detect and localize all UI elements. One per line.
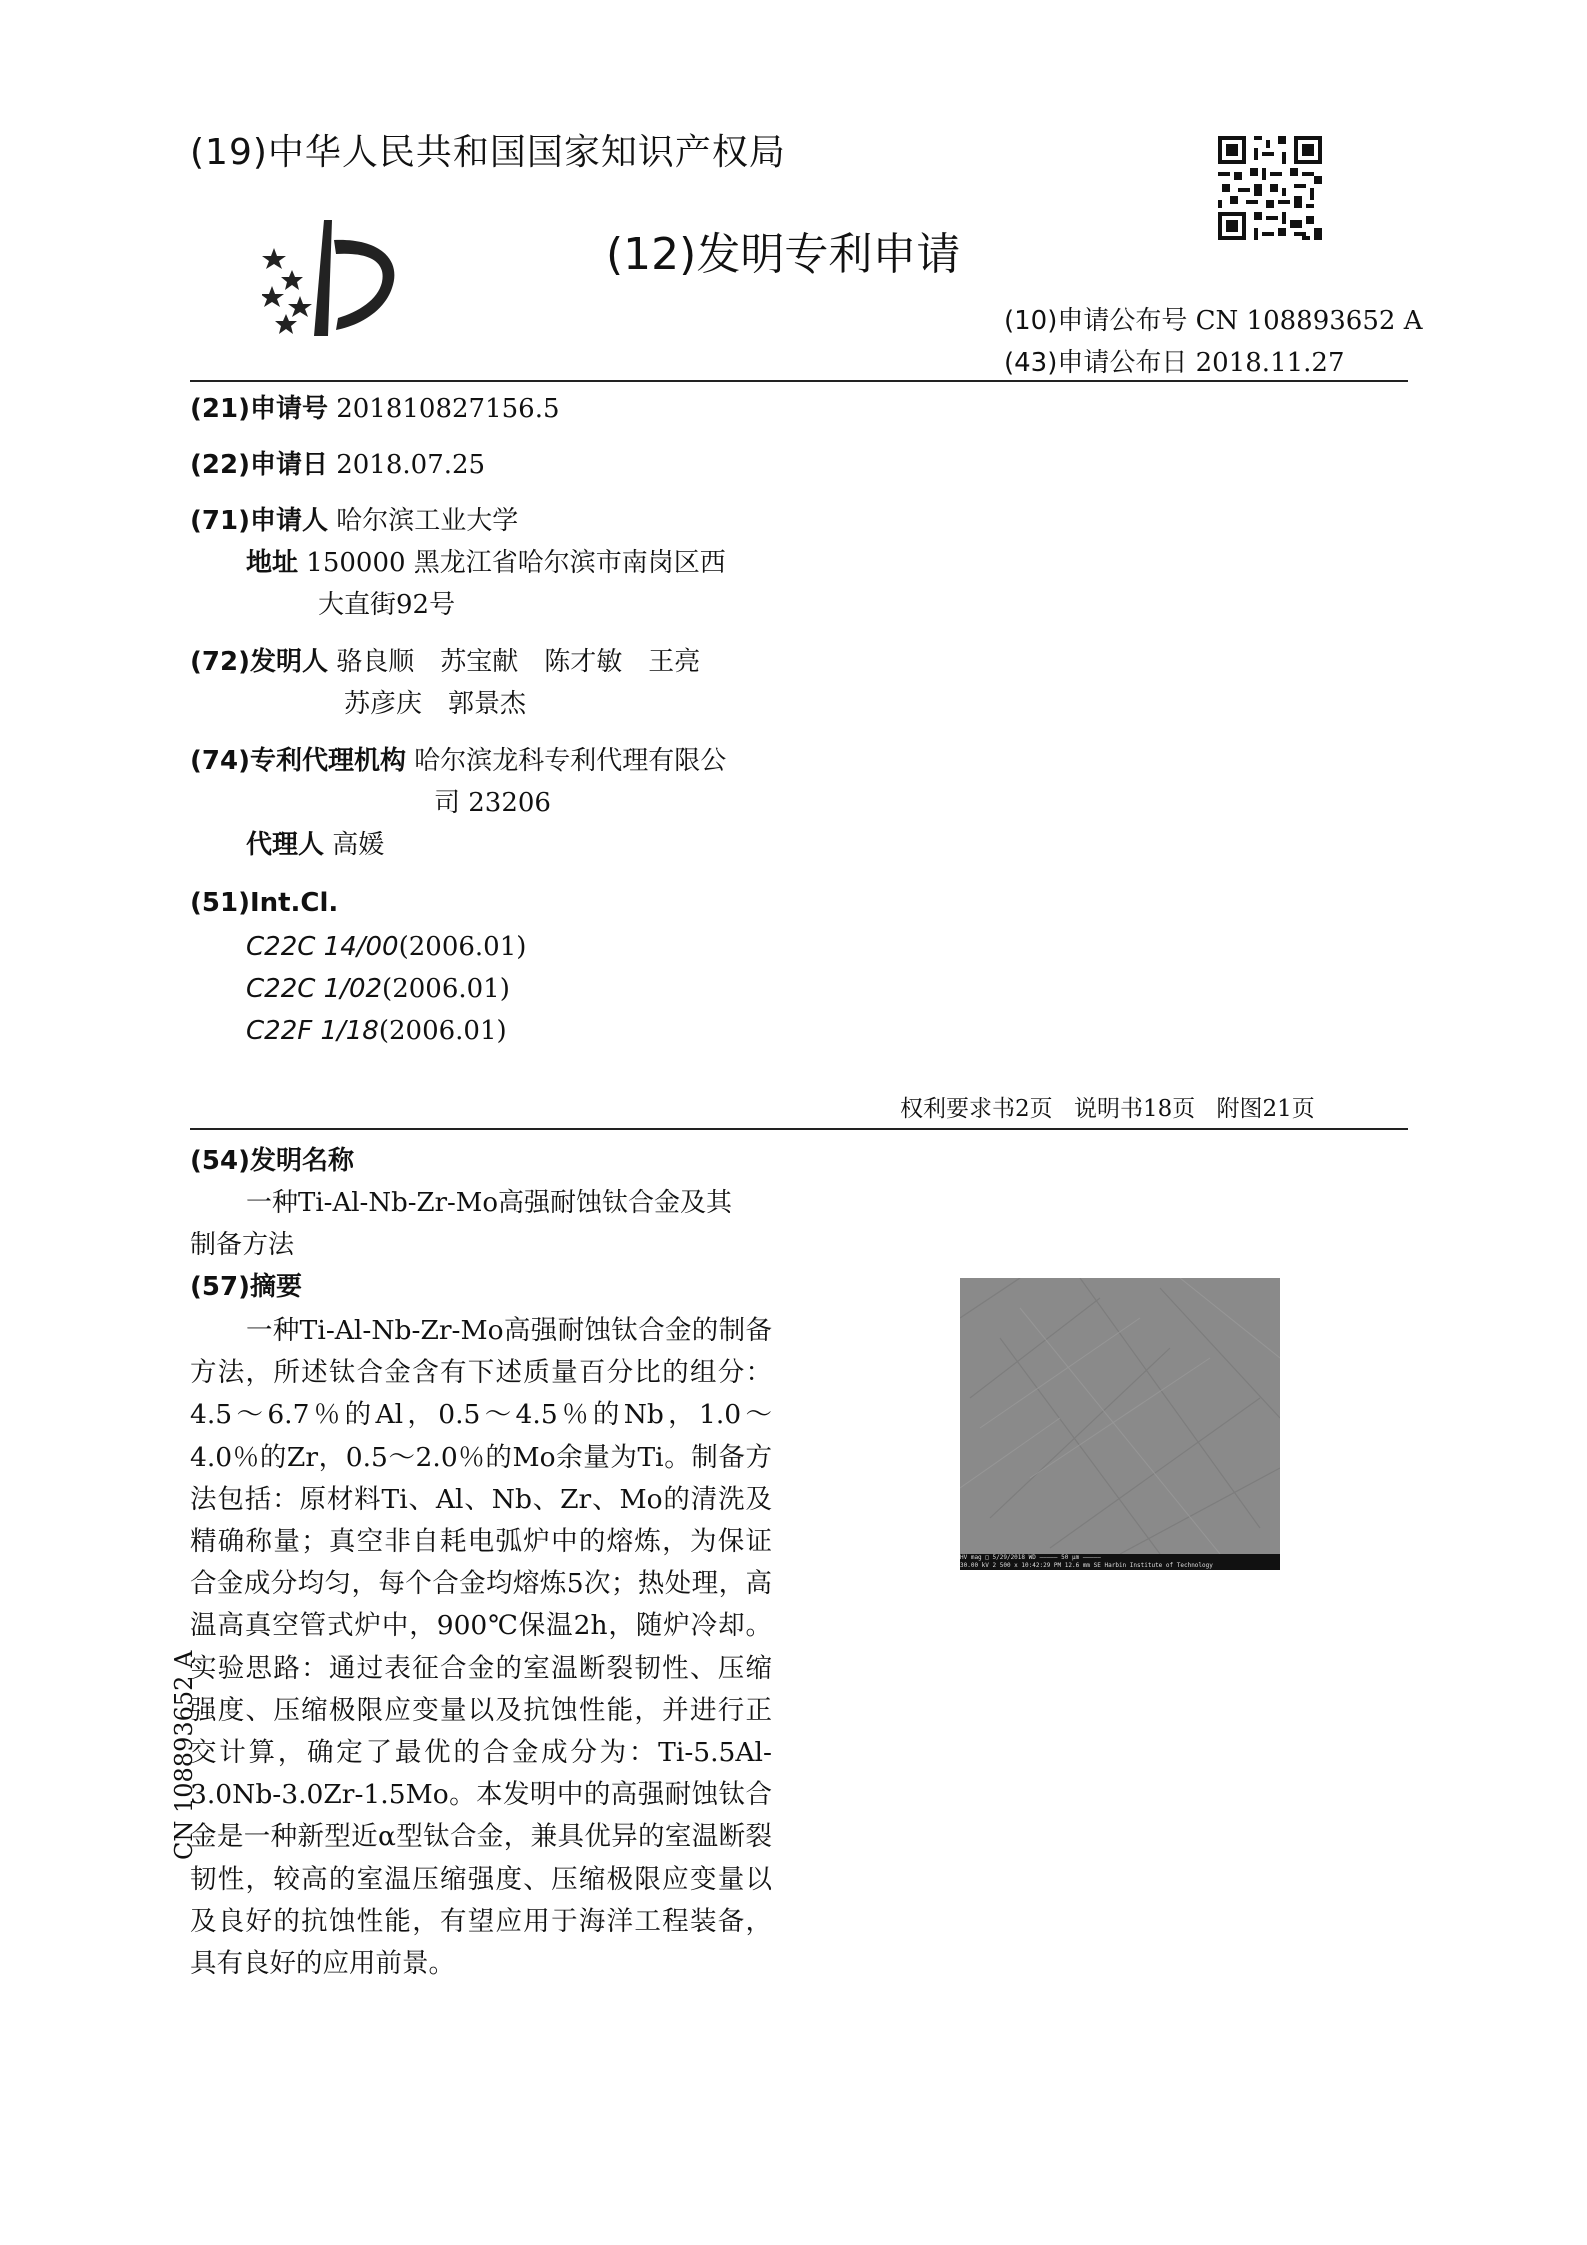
agency-line-1: 哈尔滨龙科专利代理有限公 <box>414 746 727 776</box>
address-row <box>246 542 726 584</box>
ipc-code: C22C 1/02 <box>246 974 383 1004</box>
publication-date: 2018.11.27 <box>1195 348 1345 378</box>
publication-date-row <box>1004 342 1345 379</box>
ipc-version: (2006.01) <box>398 932 527 962</box>
sem-caption-bottom: 30.00 kV 2 500 x 10:42:29 PM 12.6 mm SE Harbin Institute of Technology <box>960 1562 1213 1569</box>
ipc-classification <box>246 1016 507 1046</box>
abstract-label: (57)摘要 <box>190 1272 302 1302</box>
sem-info-bar <box>960 1554 1280 1570</box>
applicant-row <box>190 500 518 542</box>
applicant: 哈尔滨工业大学 <box>336 506 519 536</box>
agency-label: (74)专利代理机构 <box>190 746 406 776</box>
cnipa-logo-icon <box>262 218 412 338</box>
application-date-row <box>190 444 485 486</box>
ipc-code: C22C 14/00 <box>246 932 399 962</box>
sem-caption-top: HV mag □ 5/29/2018 WD ————— 50 μm ————— <box>960 1554 1101 1561</box>
address-line-2: 大直街92号 <box>318 590 456 620</box>
side-publication-code: CN 108893652 A <box>170 1650 198 1860</box>
ipc-version: (2006.01) <box>378 1016 507 1046</box>
int-cl-label: (51)Int.Cl. <box>190 888 339 918</box>
publication-number-label: (10)申请公布号 <box>1004 306 1188 336</box>
publication-date-label: (43)申请公布日 <box>1004 348 1188 378</box>
ipc-classification <box>246 932 526 962</box>
inventors-label: (72)发明人 <box>190 647 328 677</box>
application-date: 2018.07.25 <box>336 450 486 480</box>
document-type: (12)发明专利申请 <box>606 229 961 280</box>
invention-title-line-1: 一种Ti-Al-Nb-Zr-Mo高强耐蚀钛合金及其 <box>246 1188 733 1218</box>
invention-title-line-2: 制备方法 <box>190 1230 295 1260</box>
qr-code-icon <box>1218 136 1322 240</box>
office-name: (19)中华人民共和国国家知识产权局 <box>190 132 786 173</box>
publication-number-row <box>1004 300 1422 337</box>
agent-label: 代理人 <box>246 830 325 860</box>
agency-line-2: 司 23206 <box>434 788 551 818</box>
agent-row <box>246 824 384 866</box>
ipc-classification <box>246 974 510 1004</box>
agent: 高媛 <box>332 830 385 860</box>
agency-row <box>190 740 726 782</box>
microstructure-texture <box>960 1278 1280 1554</box>
header-divider <box>190 380 1408 382</box>
sem-micrograph-image <box>960 1278 1280 1570</box>
invention-title-label: (54)发明名称 <box>190 1146 354 1176</box>
application-number-label: (21)申请号 <box>190 394 328 424</box>
application-number: 201810827156.5 <box>336 394 560 424</box>
page-counts: 权利要求书2页 说明书18页 附图21页 <box>900 1096 1315 1122</box>
publication-number: CN 108893652 A <box>1195 306 1423 336</box>
inventors-row <box>190 641 700 683</box>
inventors-line-2: 苏彦庆 郭景杰 <box>344 689 527 719</box>
ipc-code: C22F 1/18 <box>246 1016 379 1046</box>
ipc-version: (2006.01) <box>382 974 510 1004</box>
inventors-line-1: 骆良顺 苏宝献 陈才敏 王亮 <box>336 647 701 677</box>
section-divider <box>190 1128 1408 1130</box>
address-label: 地址 <box>246 548 299 578</box>
applicant-label: (71)申请人 <box>190 506 328 536</box>
application-date-label: (22)申请日 <box>190 450 328 480</box>
application-number-row <box>190 388 560 430</box>
address-line-1: 150000 黑龙江省哈尔滨市南岗区西 <box>306 548 726 578</box>
abstract-text: 一种Ti-Al-Nb-Zr-Mo高强耐蚀钛合金的制备方法，所述钛合金含有下述质量百分比的组分：4.5～6.7％的Al，0.5～4.5％的Nb，1.0～4.0％的Zr，0.5～2.0％的Mo余量为Ti。制备方法包括：原材料Ti、Al、Nb、Zr、Mo的清洗及精确称量；真空非自耗电弧炉中的熔炼，为保证合金成分均匀，每个合金均熔炼5次；热处理，高温高真空管式炉中，900℃保温2h，随炉冷却。实验思路：通过表征合金的室温断裂韧性、压缩强度、压缩极限应变量以及抗蚀性能，并进行正交计算，确定了最优的合金成分为：Ti-5.5Al-3.0Nb-3.0Zr-1.5Mo。本发明中的高强耐蚀钛合金是一种新型近α型钛合金，兼具优异的室温断裂韧性，较高的室温压缩强度、压缩极限应变量以及良好的抗蚀性能，有望应用于海洋工程装备，具有良好的应用前景。 <box>190 1315 772 1980</box>
